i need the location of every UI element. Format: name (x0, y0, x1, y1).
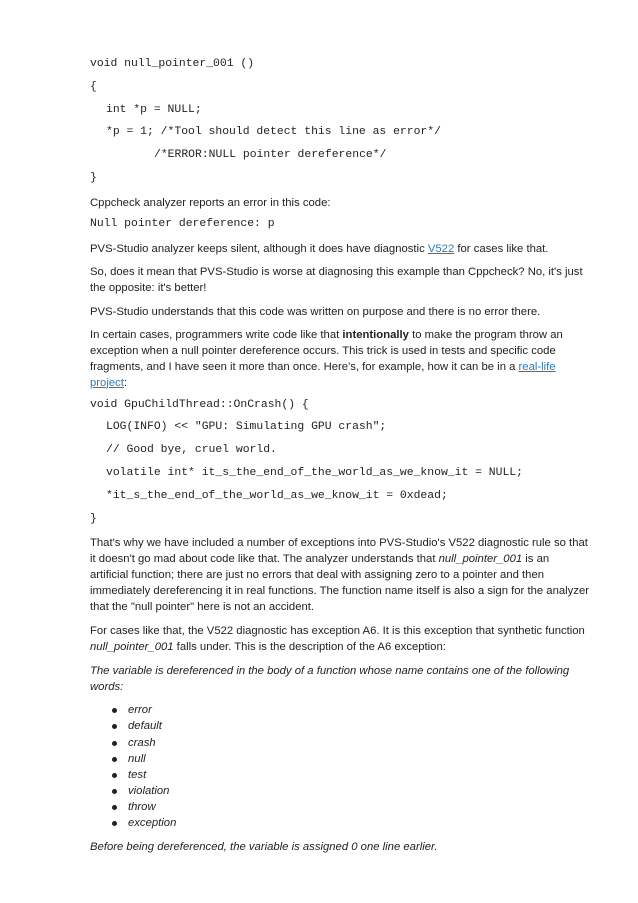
v522-link[interactable]: V522 (427, 242, 455, 255)
paragraph-silent: PVS-Studio analyzer keeps silent, although it does have diagnostic V522 for cases like that. (90, 242, 549, 255)
code-line: volatile int* it_s_the_end_of_the_world_as_we_know_it = NULL; (106, 466, 523, 479)
code-line: /*ERROR:NULL pointer dereference*/ (154, 149, 387, 162)
list-item: violation (112, 783, 590, 799)
list-item: crash (112, 735, 590, 751)
list-item: default (112, 718, 590, 734)
paragraph-certain-cases: In certain cases, programmers write code like that intentionally to make the program throw an exception when a null pointer dereference occurs. This trick is used in tests and specific code fragments, and I have seen it more than once. Here's, for example, how it can be in a real-life project: (90, 328, 563, 389)
paragraph-understands: PVS-Studio understands that this code was written on purpose and there is no error there. (90, 305, 541, 318)
paragraph-a6: For cases like that, the V522 diagnostic has exception A6. It is this exception that synthetic function null_pointer_001 falls under. This is the description of the A6 exception: (90, 625, 585, 654)
code-line: LOG(INFO) << "GPU: Simulating GPU crash"; (106, 421, 387, 434)
document-page (90, 58, 590, 862)
paragraph-variable-dereferenced: The variable is dereferenced in the body of a function whose name contains one of the following words: (90, 665, 570, 694)
paragraph-question: So, does it mean that PVS-Studio is worse at diagnosing this example than Cppcheck? No, it's just the opposite: it's better! (90, 265, 583, 294)
code-error-message: Null pointer dereference: p (90, 217, 275, 230)
list-item: exception (112, 815, 590, 831)
paragraph-cppcheck: Cppcheck analyzer reports an error in this code: (90, 196, 331, 209)
real-life-project-link[interactable]: real-life project (90, 360, 556, 389)
code-line: } (90, 512, 97, 525)
code-line: void GpuChildThread::OnCrash() { (90, 398, 309, 411)
list-item: test (112, 767, 590, 783)
paragraph-before-dereference: Before being dereferenced, the variable is assigned 0 one line earlier. (90, 841, 438, 854)
code-line: *p = 1; /*Tool should detect this line as error*/ (106, 126, 441, 139)
code-line: { (90, 80, 97, 93)
list-item: throw (112, 799, 590, 815)
code-line: } (90, 171, 97, 184)
paragraph-exceptions: That's why we have included a number of exceptions into PVS-Studio's V522 diagnostic rule so that it doesn't go mad about code like that. The analyzer understands that null_pointer_001 is an artificial function; there are just no errors that deal with assigning zero to a pointer and then immediately dereferencing it in real functions. The function name itself is also a sign for the analyzer that the "null pointer" here is not an accident. (90, 537, 589, 614)
code-line: *it_s_the_end_of_the_world_as_we_know_it = 0xdead; (106, 489, 448, 502)
list-item: null (112, 751, 590, 767)
list-item: error (112, 702, 590, 718)
code-line: int *p = NULL; (106, 103, 202, 116)
code-line: void null_pointer_001 () (90, 58, 255, 70)
code-line: // Good bye, cruel world. (106, 444, 277, 457)
keyword-list (90, 702, 590, 831)
